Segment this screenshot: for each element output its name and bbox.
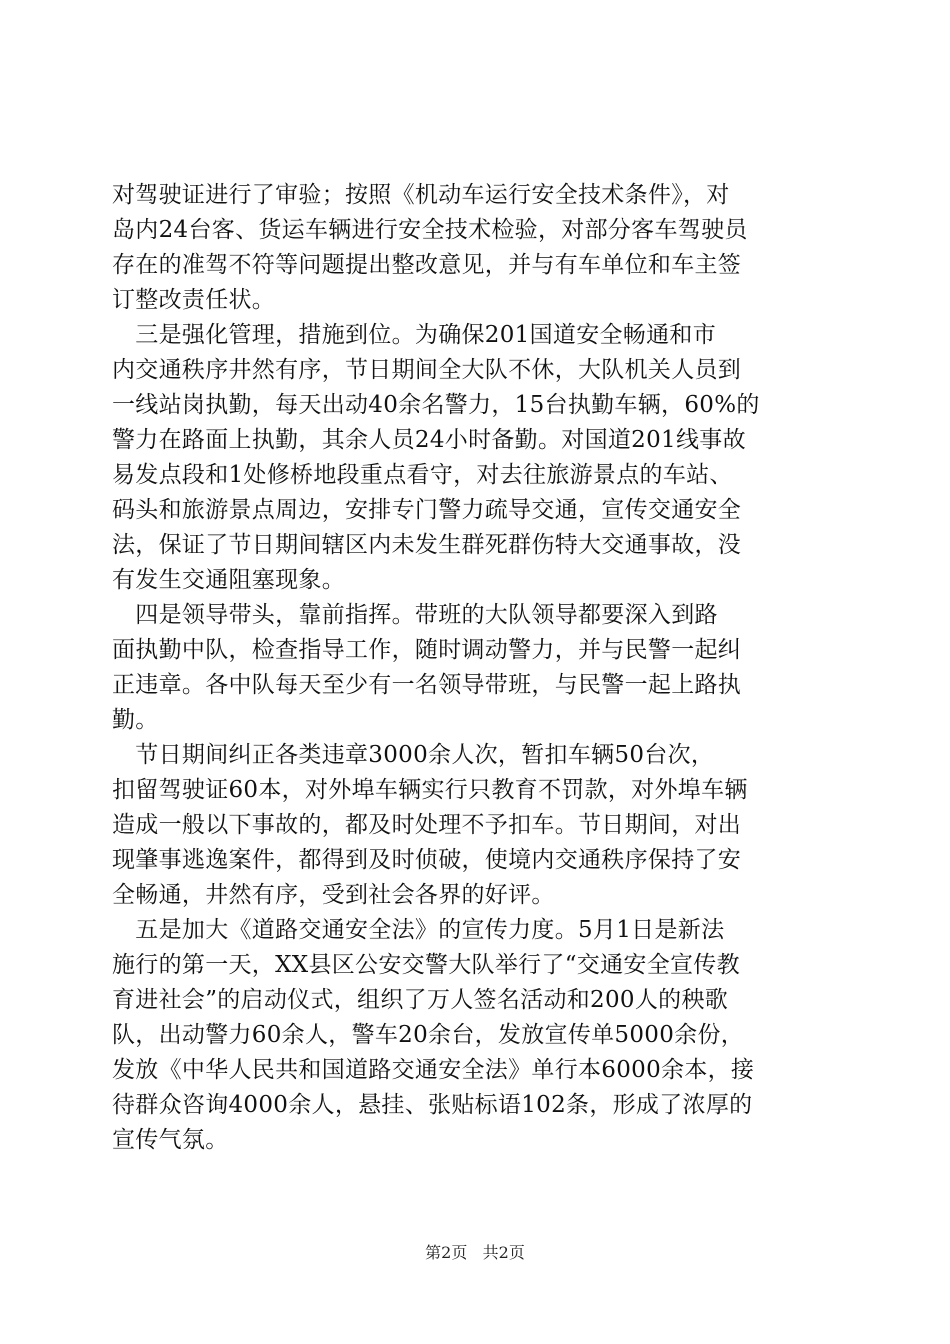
- text-line: 正违章。各中队每天至少有一名领导带班，与民警一起上路执: [112, 672, 742, 698]
- page-total: 共2页: [482, 1243, 525, 1262]
- text-line: 队，出动警力60余人，警车20余台，发放宣传单5000余份，: [112, 1022, 745, 1048]
- text-line: 施行的第一天，XX县区公安交警大队举行了“交通安全宣传教: [112, 952, 740, 978]
- document-body: [112, 178, 832, 1158]
- text-line: 一线站岗执勤，每天出动40余名警力，15台执勤车辆，60%的: [112, 392, 760, 418]
- text-line: 订整改责任状。: [112, 287, 276, 313]
- text-line: 宣传气氛。: [112, 1127, 229, 1153]
- text-line: 存在的准驾不符等问题提出整改意见，并与有车单位和车主签: [112, 252, 742, 278]
- text-line: 全畅通，井然有序，受到社会各界的好评。: [112, 882, 555, 908]
- text-line: 码头和旅游景点周边，安排专门警力疏导交通，宣传交通安全: [112, 497, 742, 523]
- text-line: 造成一般以下事故的，都及时处理不予扣车。节日期间，对出: [112, 812, 742, 838]
- text-line: 有发生交通阻塞现象。: [112, 567, 345, 593]
- text-line: 法，保证了节日期间辖区内未发生群死群伤特大交通事故，没: [112, 532, 742, 558]
- text-line: 内交通秩序井然有序，节日期间全大队不休，大队机关人员到: [112, 357, 742, 383]
- page-number: 第2页: [425, 1243, 468, 1262]
- text-line: 勤。: [112, 707, 159, 733]
- text-line: 发放《中华人民共和国道路交通安全法》单行本6000余本，接: [112, 1057, 755, 1083]
- text-line: 面执勤中队，检查指导工作，随时调动警力，并与民警一起纠: [112, 637, 742, 663]
- text-line: 四是领导带头，靠前指挥。带班的大队领导都要深入到路: [112, 602, 718, 628]
- text-line: 现肇事逃逸案件，都得到及时侦破，使境内交通秩序保持了安: [112, 847, 742, 873]
- text-line: 五是加大《道路交通安全法》的宣传力度。5月1日是新法: [112, 917, 725, 943]
- text-line: 育进社会”的启动仪式，组织了万人签名活动和200人的秧歌: [112, 987, 729, 1013]
- text-line: 岛内24台客、货运车辆进行安全技术检验，对部分客车驾驶员: [112, 217, 748, 243]
- text-line: 扣留驾驶证60本，对外埠车辆实行只教育不罚款，对外埠车辆: [112, 777, 748, 803]
- text-line: 警力在路面上执勤，其余人员24小时备勤。对国道201线事故: [112, 427, 746, 453]
- text-line: 三是强化管理，措施到位。为确保201国道安全畅通和市: [112, 322, 716, 348]
- text-line: 待群众咨询4000余人，悬挂、张贴标语102条，形成了浓厚的: [112, 1092, 753, 1118]
- text-line: 易发点段和1处修桥地段重点看守，对去往旅游景点的车站、: [112, 462, 733, 488]
- text-line: 节日期间纠正各类违章3000余人次，暂扣车辆50台次，: [112, 742, 715, 768]
- page-footer: [0, 1243, 950, 1263]
- text-line: 对驾驶证进行了审验；按照《机动车运行安全技术条件》，对: [112, 182, 730, 208]
